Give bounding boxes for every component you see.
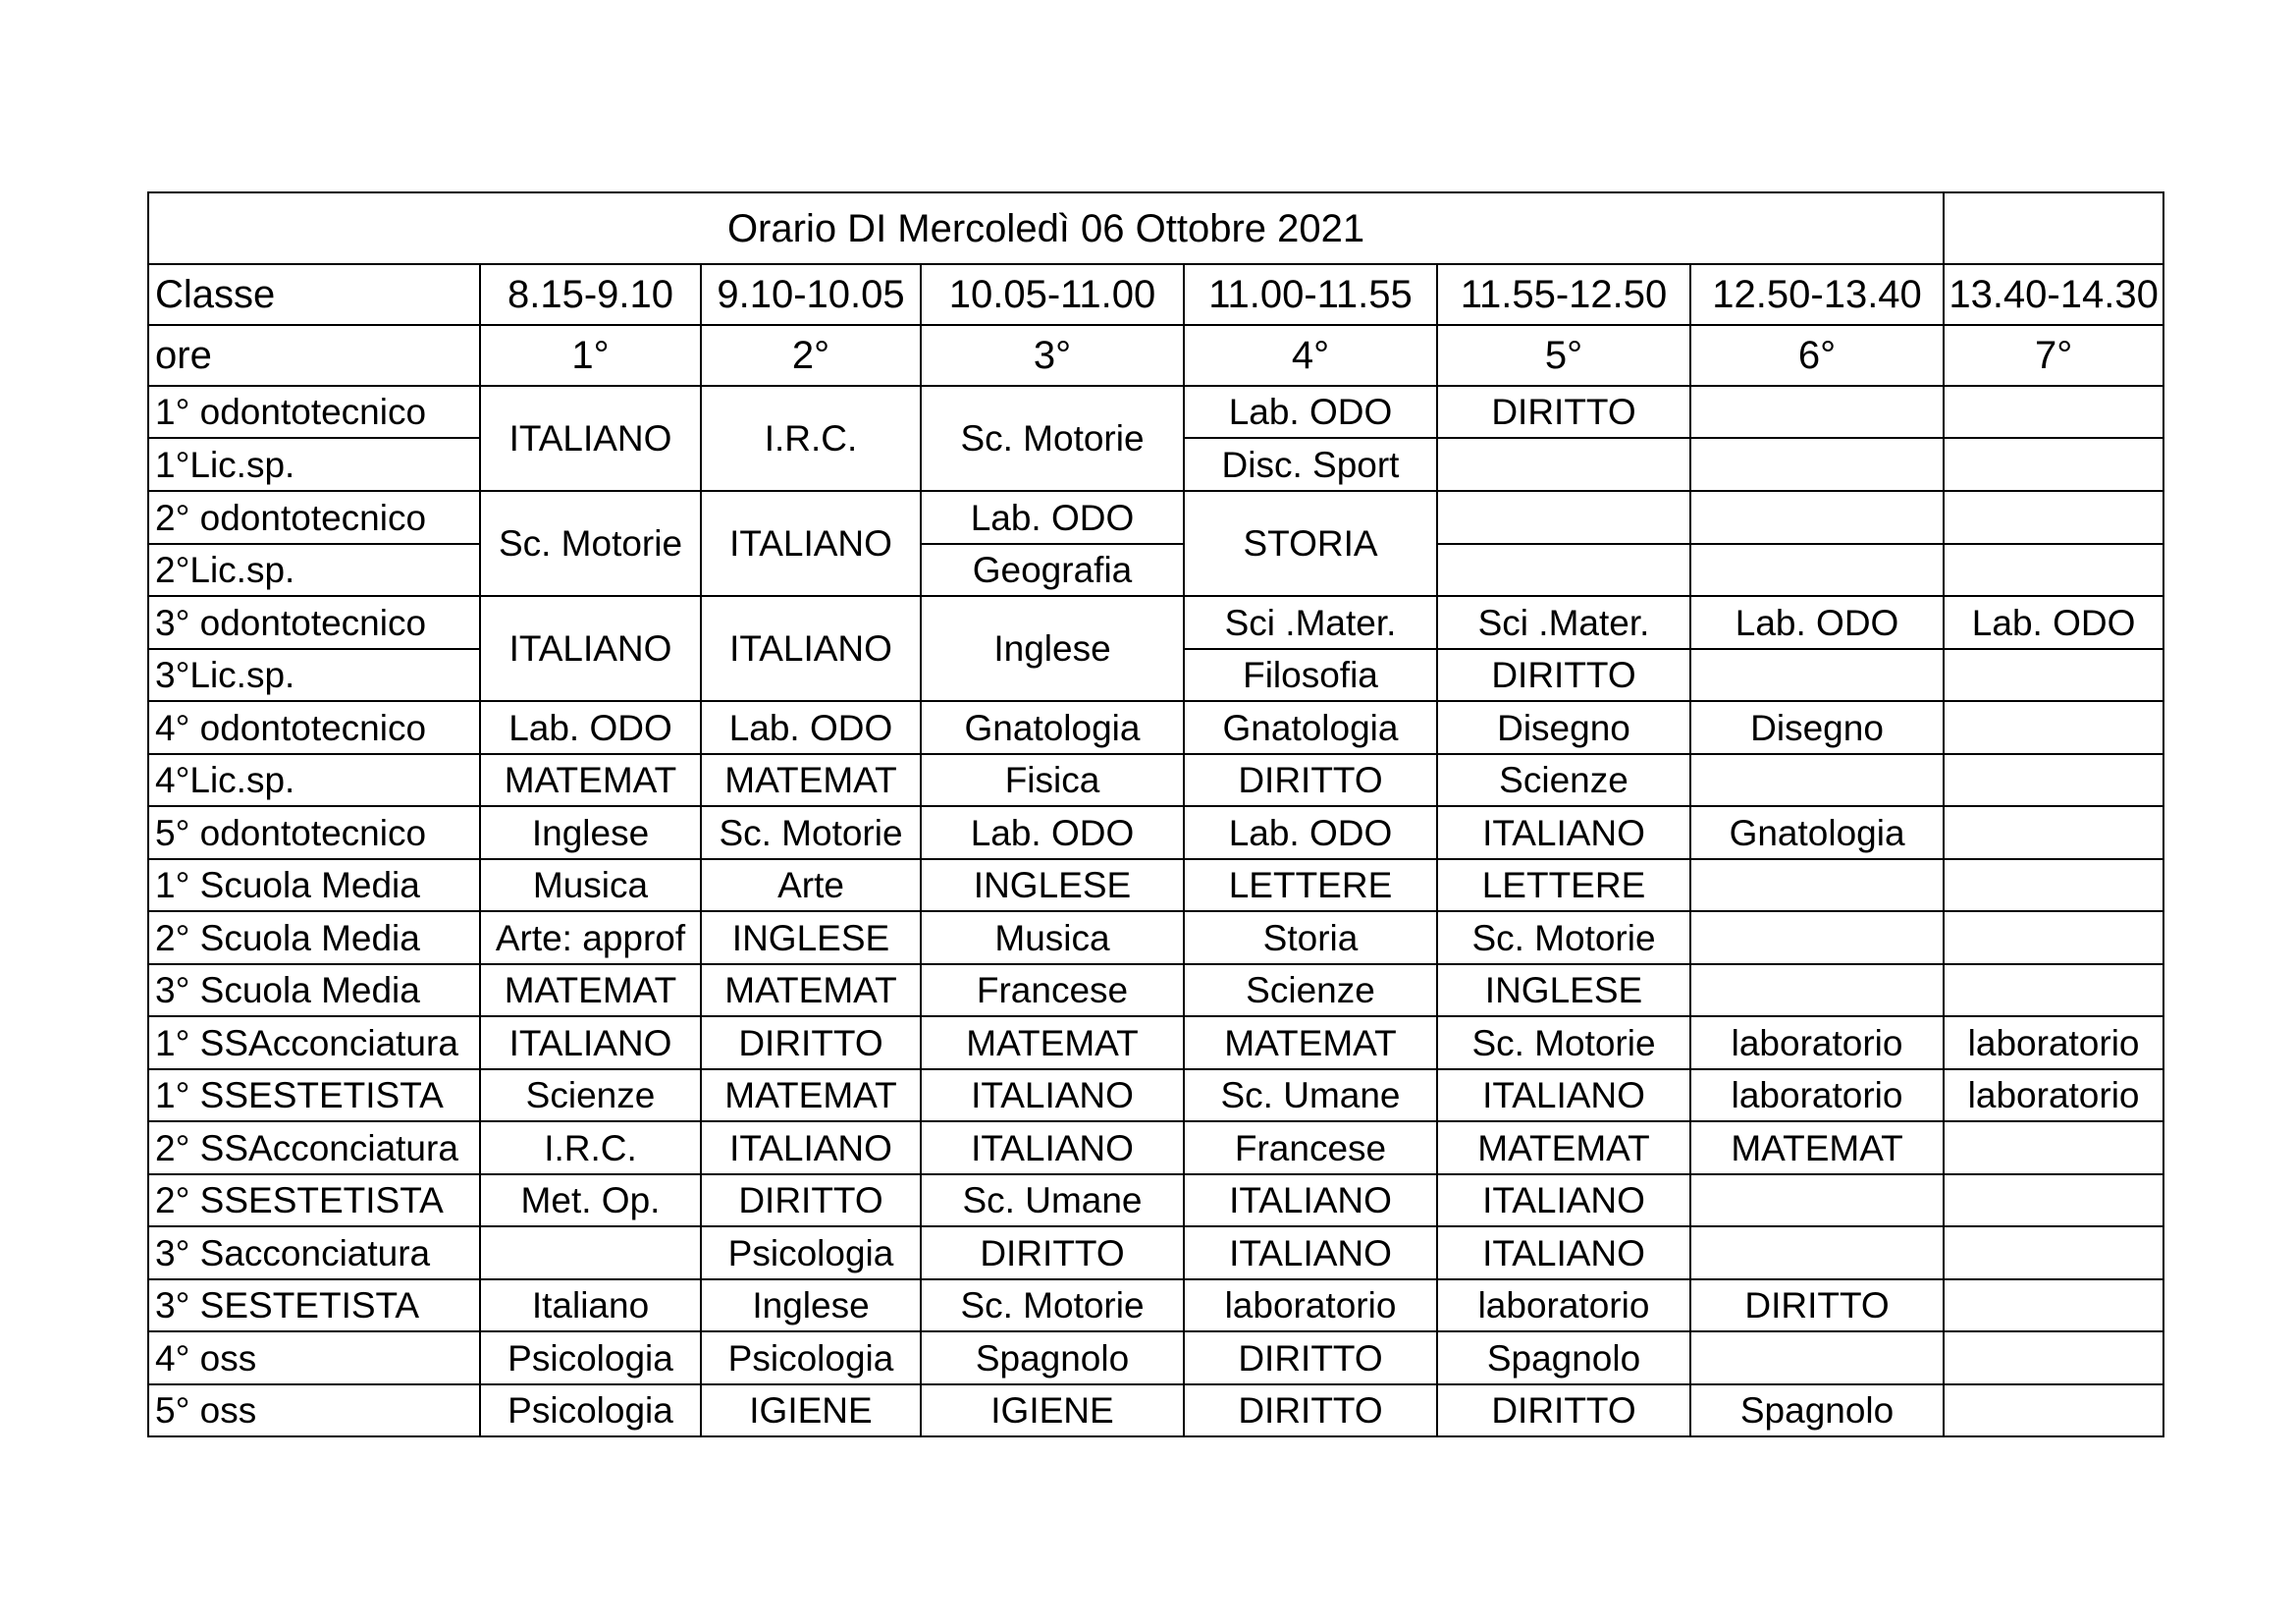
lesson-cell: Italiano — [480, 1279, 701, 1331]
time-slot: 11.00-11.55 — [1184, 264, 1437, 325]
lesson-cell: ITALIANO — [701, 596, 921, 701]
lesson-cell: ITALIANO — [921, 1121, 1184, 1174]
lesson-cell — [1944, 386, 2163, 438]
lesson-cell — [1944, 754, 2163, 806]
lesson-cell: Inglese — [480, 806, 701, 859]
lesson-cell — [1690, 491, 1944, 544]
lesson-cell — [1690, 438, 1944, 491]
lesson-cell: Spagnolo — [921, 1331, 1184, 1384]
lesson-cell: ITALIANO — [1437, 1069, 1690, 1121]
lesson-cell: ITALIANO — [1184, 1174, 1437, 1226]
class-name: 3° SESTETISTA — [148, 1279, 480, 1331]
lesson-cell: Sci .Mater. — [1184, 596, 1437, 649]
lesson-cell: INGLESE — [701, 911, 921, 964]
schedule-title: Orario DI Mercoledì 06 Ottobre 2021 — [148, 192, 1944, 264]
class-name: 1° SSESTETISTA — [148, 1069, 480, 1121]
lesson-cell: Sc. Motorie — [1437, 911, 1690, 964]
lesson-cell — [1690, 1174, 1944, 1226]
schedule-table — [147, 191, 2164, 1437]
header-row — [148, 264, 2163, 325]
class-name: 1° odontotecnico — [148, 386, 480, 438]
lesson-cell: Geografia — [921, 544, 1184, 596]
lesson-cell: Sci .Mater. — [1437, 596, 1690, 649]
lesson-cell — [480, 1226, 701, 1279]
period-number: 1° — [480, 325, 701, 386]
lesson-cell: Filosofia — [1184, 649, 1437, 701]
lesson-cell: laboratorio — [1690, 1016, 1944, 1069]
class-name: 1° Scuola Media — [148, 859, 480, 911]
lesson-cell: Psicologia — [701, 1331, 921, 1384]
lesson-cell: ITALIANO — [1437, 1174, 1690, 1226]
lesson-cell: Psicologia — [701, 1226, 921, 1279]
class-name: 1°Lic.sp. — [148, 438, 480, 491]
lesson-cell: Sc. Umane — [921, 1174, 1184, 1226]
lesson-cell: Sc. Motorie — [921, 1279, 1184, 1331]
lesson-cell: Lab. ODO — [480, 701, 701, 754]
class-name: 2°Lic.sp. — [148, 544, 480, 596]
lesson-cell: IGIENE — [701, 1384, 921, 1436]
lesson-cell: DIRITTO — [1437, 386, 1690, 438]
title-row — [148, 192, 2163, 264]
lesson-cell — [1944, 438, 2163, 491]
table-row — [148, 596, 2163, 649]
table-row — [148, 859, 2163, 911]
class-name: 2° Scuola Media — [148, 911, 480, 964]
lesson-cell: Gnatologia — [1690, 806, 1944, 859]
lesson-cell — [1690, 649, 1944, 701]
lesson-cell — [1690, 1226, 1944, 1279]
time-slot: 9.10-10.05 — [701, 264, 921, 325]
class-name: 3° Scuola Media — [148, 964, 480, 1016]
table-row — [148, 1226, 2163, 1279]
lesson-cell: DIRITTO — [1184, 1384, 1437, 1436]
lesson-cell: Spagnolo — [1437, 1331, 1690, 1384]
lesson-cell — [1944, 806, 2163, 859]
lesson-cell: Lab. ODO — [1184, 806, 1437, 859]
lesson-cell — [1690, 1331, 1944, 1384]
class-name: 5° odontotecnico — [148, 806, 480, 859]
lesson-cell — [1944, 1384, 2163, 1436]
lesson-cell: DIRITTO — [701, 1016, 921, 1069]
lesson-cell: DIRITTO — [1437, 649, 1690, 701]
lesson-cell: I.R.C. — [701, 386, 921, 491]
lesson-cell — [1944, 1174, 2163, 1226]
lesson-cell: laboratorio — [1437, 1279, 1690, 1331]
lesson-cell: DIRITTO — [1184, 1331, 1437, 1384]
lesson-cell: INGLESE — [1437, 964, 1690, 1016]
table-row — [148, 1384, 2163, 1436]
lesson-cell: ITALIANO — [480, 1016, 701, 1069]
lesson-cell: I.R.C. — [480, 1121, 701, 1174]
period-number: 4° — [1184, 325, 1437, 386]
lesson-cell: Spagnolo — [1690, 1384, 1944, 1436]
lesson-cell: Psicologia — [480, 1331, 701, 1384]
class-name: 2° SSESTETISTA — [148, 1174, 480, 1226]
table-cell — [1944, 192, 2163, 264]
table-row — [148, 754, 2163, 806]
lesson-cell: Scienze — [480, 1069, 701, 1121]
lesson-cell — [1944, 701, 2163, 754]
table-row — [148, 491, 2163, 544]
lesson-cell: Sc. Motorie — [701, 806, 921, 859]
lesson-cell: Musica — [921, 911, 1184, 964]
table-row — [148, 1069, 2163, 1121]
lesson-cell: MATEMAT — [480, 964, 701, 1016]
lesson-cell — [1437, 491, 1690, 544]
lesson-cell: MATEMAT — [701, 754, 921, 806]
lesson-cell: Gnatologia — [1184, 701, 1437, 754]
lesson-cell: Arte: approf — [480, 911, 701, 964]
class-name: 2° SSAcconciatura — [148, 1121, 480, 1174]
period-number: 2° — [701, 325, 921, 386]
lesson-cell: Sc. Motorie — [921, 386, 1184, 491]
class-name: 4°Lic.sp. — [148, 754, 480, 806]
time-slot: 12.50-13.40 — [1690, 264, 1944, 325]
lesson-cell: MATEMAT — [701, 964, 921, 1016]
lesson-cell — [1944, 1226, 2163, 1279]
class-name: 3° odontotecnico — [148, 596, 480, 649]
table-row — [148, 1121, 2163, 1174]
period-number: 5° — [1437, 325, 1690, 386]
table-row — [148, 1331, 2163, 1384]
lesson-cell: DIRITTO — [1437, 1384, 1690, 1436]
lesson-cell: MATEMAT — [701, 1069, 921, 1121]
lesson-cell: Storia — [1184, 911, 1437, 964]
lesson-cell: INGLESE — [921, 859, 1184, 911]
ore-row — [148, 325, 2163, 386]
period-number: 6° — [1690, 325, 1944, 386]
lesson-cell — [1944, 911, 2163, 964]
lesson-cell: DIRITTO — [921, 1226, 1184, 1279]
lesson-cell — [1944, 859, 2163, 911]
lesson-cell: Lab. ODO — [921, 806, 1184, 859]
class-name: 5° oss — [148, 1384, 480, 1436]
lesson-cell: Disc. Sport — [1184, 438, 1437, 491]
lesson-cell: ITALIANO — [921, 1069, 1184, 1121]
lesson-cell: LETTERE — [1437, 859, 1690, 911]
table-row — [148, 1279, 2163, 1331]
time-slot: 13.40-14.30 — [1944, 264, 2163, 325]
lesson-cell: MATEMAT — [1184, 1016, 1437, 1069]
lesson-cell: DIRITTO — [1690, 1279, 1944, 1331]
lesson-cell — [1944, 491, 2163, 544]
lesson-cell: Lab. ODO — [921, 491, 1184, 544]
lesson-cell: Scienze — [1437, 754, 1690, 806]
lesson-cell: ITALIANO — [701, 491, 921, 596]
class-name: 2° odontotecnico — [148, 491, 480, 544]
lesson-cell: Sc. Umane — [1184, 1069, 1437, 1121]
class-name: 3° Sacconciatura — [148, 1226, 480, 1279]
lesson-cell — [1437, 438, 1690, 491]
lesson-cell: Scienze — [1184, 964, 1437, 1016]
lesson-cell — [1690, 544, 1944, 596]
lesson-cell: laboratorio — [1184, 1279, 1437, 1331]
lesson-cell: Inglese — [921, 596, 1184, 701]
lesson-cell: MATEMAT — [1690, 1121, 1944, 1174]
class-name: 4° oss — [148, 1331, 480, 1384]
lesson-cell: DIRITTO — [701, 1174, 921, 1226]
lesson-cell: Disegno — [1690, 701, 1944, 754]
time-slot: 8.15-9.10 — [480, 264, 701, 325]
lesson-cell: ITALIANO — [480, 386, 701, 491]
lesson-cell — [1944, 1331, 2163, 1384]
lesson-cell — [1690, 754, 1944, 806]
lesson-cell: Lab. ODO — [1184, 386, 1437, 438]
time-slot: 11.55-12.50 — [1437, 264, 1690, 325]
table-row — [148, 701, 2163, 754]
lesson-cell: Psicologia — [480, 1384, 701, 1436]
class-name: 3°Lic.sp. — [148, 649, 480, 701]
lesson-cell: MATEMAT — [921, 1016, 1184, 1069]
lesson-cell: Met. Op. — [480, 1174, 701, 1226]
lesson-cell — [1944, 544, 2163, 596]
lesson-cell: Francese — [1184, 1121, 1437, 1174]
lesson-cell: ITALIANO — [701, 1121, 921, 1174]
lesson-cell: ITALIANO — [1184, 1226, 1437, 1279]
lesson-cell: Arte — [701, 859, 921, 911]
lesson-cell: ITALIANO — [1437, 806, 1690, 859]
table-row — [148, 806, 2163, 859]
lesson-cell: laboratorio — [1944, 1069, 2163, 1121]
header-classe: Classe — [148, 264, 480, 325]
lesson-cell — [1690, 859, 1944, 911]
table-row — [148, 964, 2163, 1016]
lesson-cell: Inglese — [701, 1279, 921, 1331]
table-row — [148, 911, 2163, 964]
lesson-cell: Fisica — [921, 754, 1184, 806]
lesson-cell: DIRITTO — [1184, 754, 1437, 806]
lesson-cell: Disegno — [1437, 701, 1690, 754]
lesson-cell: MATEMAT — [480, 754, 701, 806]
period-number: 7° — [1944, 325, 2163, 386]
lesson-cell — [1944, 1121, 2163, 1174]
lesson-cell: laboratorio — [1690, 1069, 1944, 1121]
lesson-cell — [1944, 649, 2163, 701]
lesson-cell: laboratorio — [1944, 1016, 2163, 1069]
time-slot: 10.05-11.00 — [921, 264, 1184, 325]
lesson-cell: Francese — [921, 964, 1184, 1016]
ore-label: ore — [148, 325, 480, 386]
lesson-cell — [1690, 964, 1944, 1016]
lesson-cell: Musica — [480, 859, 701, 911]
lesson-cell: Lab. ODO — [1690, 596, 1944, 649]
lesson-cell — [1690, 386, 1944, 438]
table-row — [148, 386, 2163, 438]
lesson-cell: Lab. ODO — [1944, 596, 2163, 649]
lesson-cell: STORIA — [1184, 491, 1437, 596]
class-name: 4° odontotecnico — [148, 701, 480, 754]
lesson-cell — [1944, 1279, 2163, 1331]
lesson-cell: Lab. ODO — [701, 701, 921, 754]
lesson-cell — [1690, 911, 1944, 964]
lesson-cell: ITALIANO — [1437, 1226, 1690, 1279]
table-row — [148, 1016, 2163, 1069]
lesson-cell: ITALIANO — [480, 596, 701, 701]
lesson-cell: Sc. Motorie — [1437, 1016, 1690, 1069]
lesson-cell: LETTERE — [1184, 859, 1437, 911]
class-name: 1° SSAcconciatura — [148, 1016, 480, 1069]
period-number: 3° — [921, 325, 1184, 386]
lesson-cell: Sc. Motorie — [480, 491, 701, 596]
table-row — [148, 1174, 2163, 1226]
lesson-cell: Gnatologia — [921, 701, 1184, 754]
lesson-cell: MATEMAT — [1437, 1121, 1690, 1174]
lesson-cell: IGIENE — [921, 1384, 1184, 1436]
lesson-cell — [1437, 544, 1690, 596]
table-row — [148, 544, 2163, 596]
lesson-cell — [1944, 964, 2163, 1016]
